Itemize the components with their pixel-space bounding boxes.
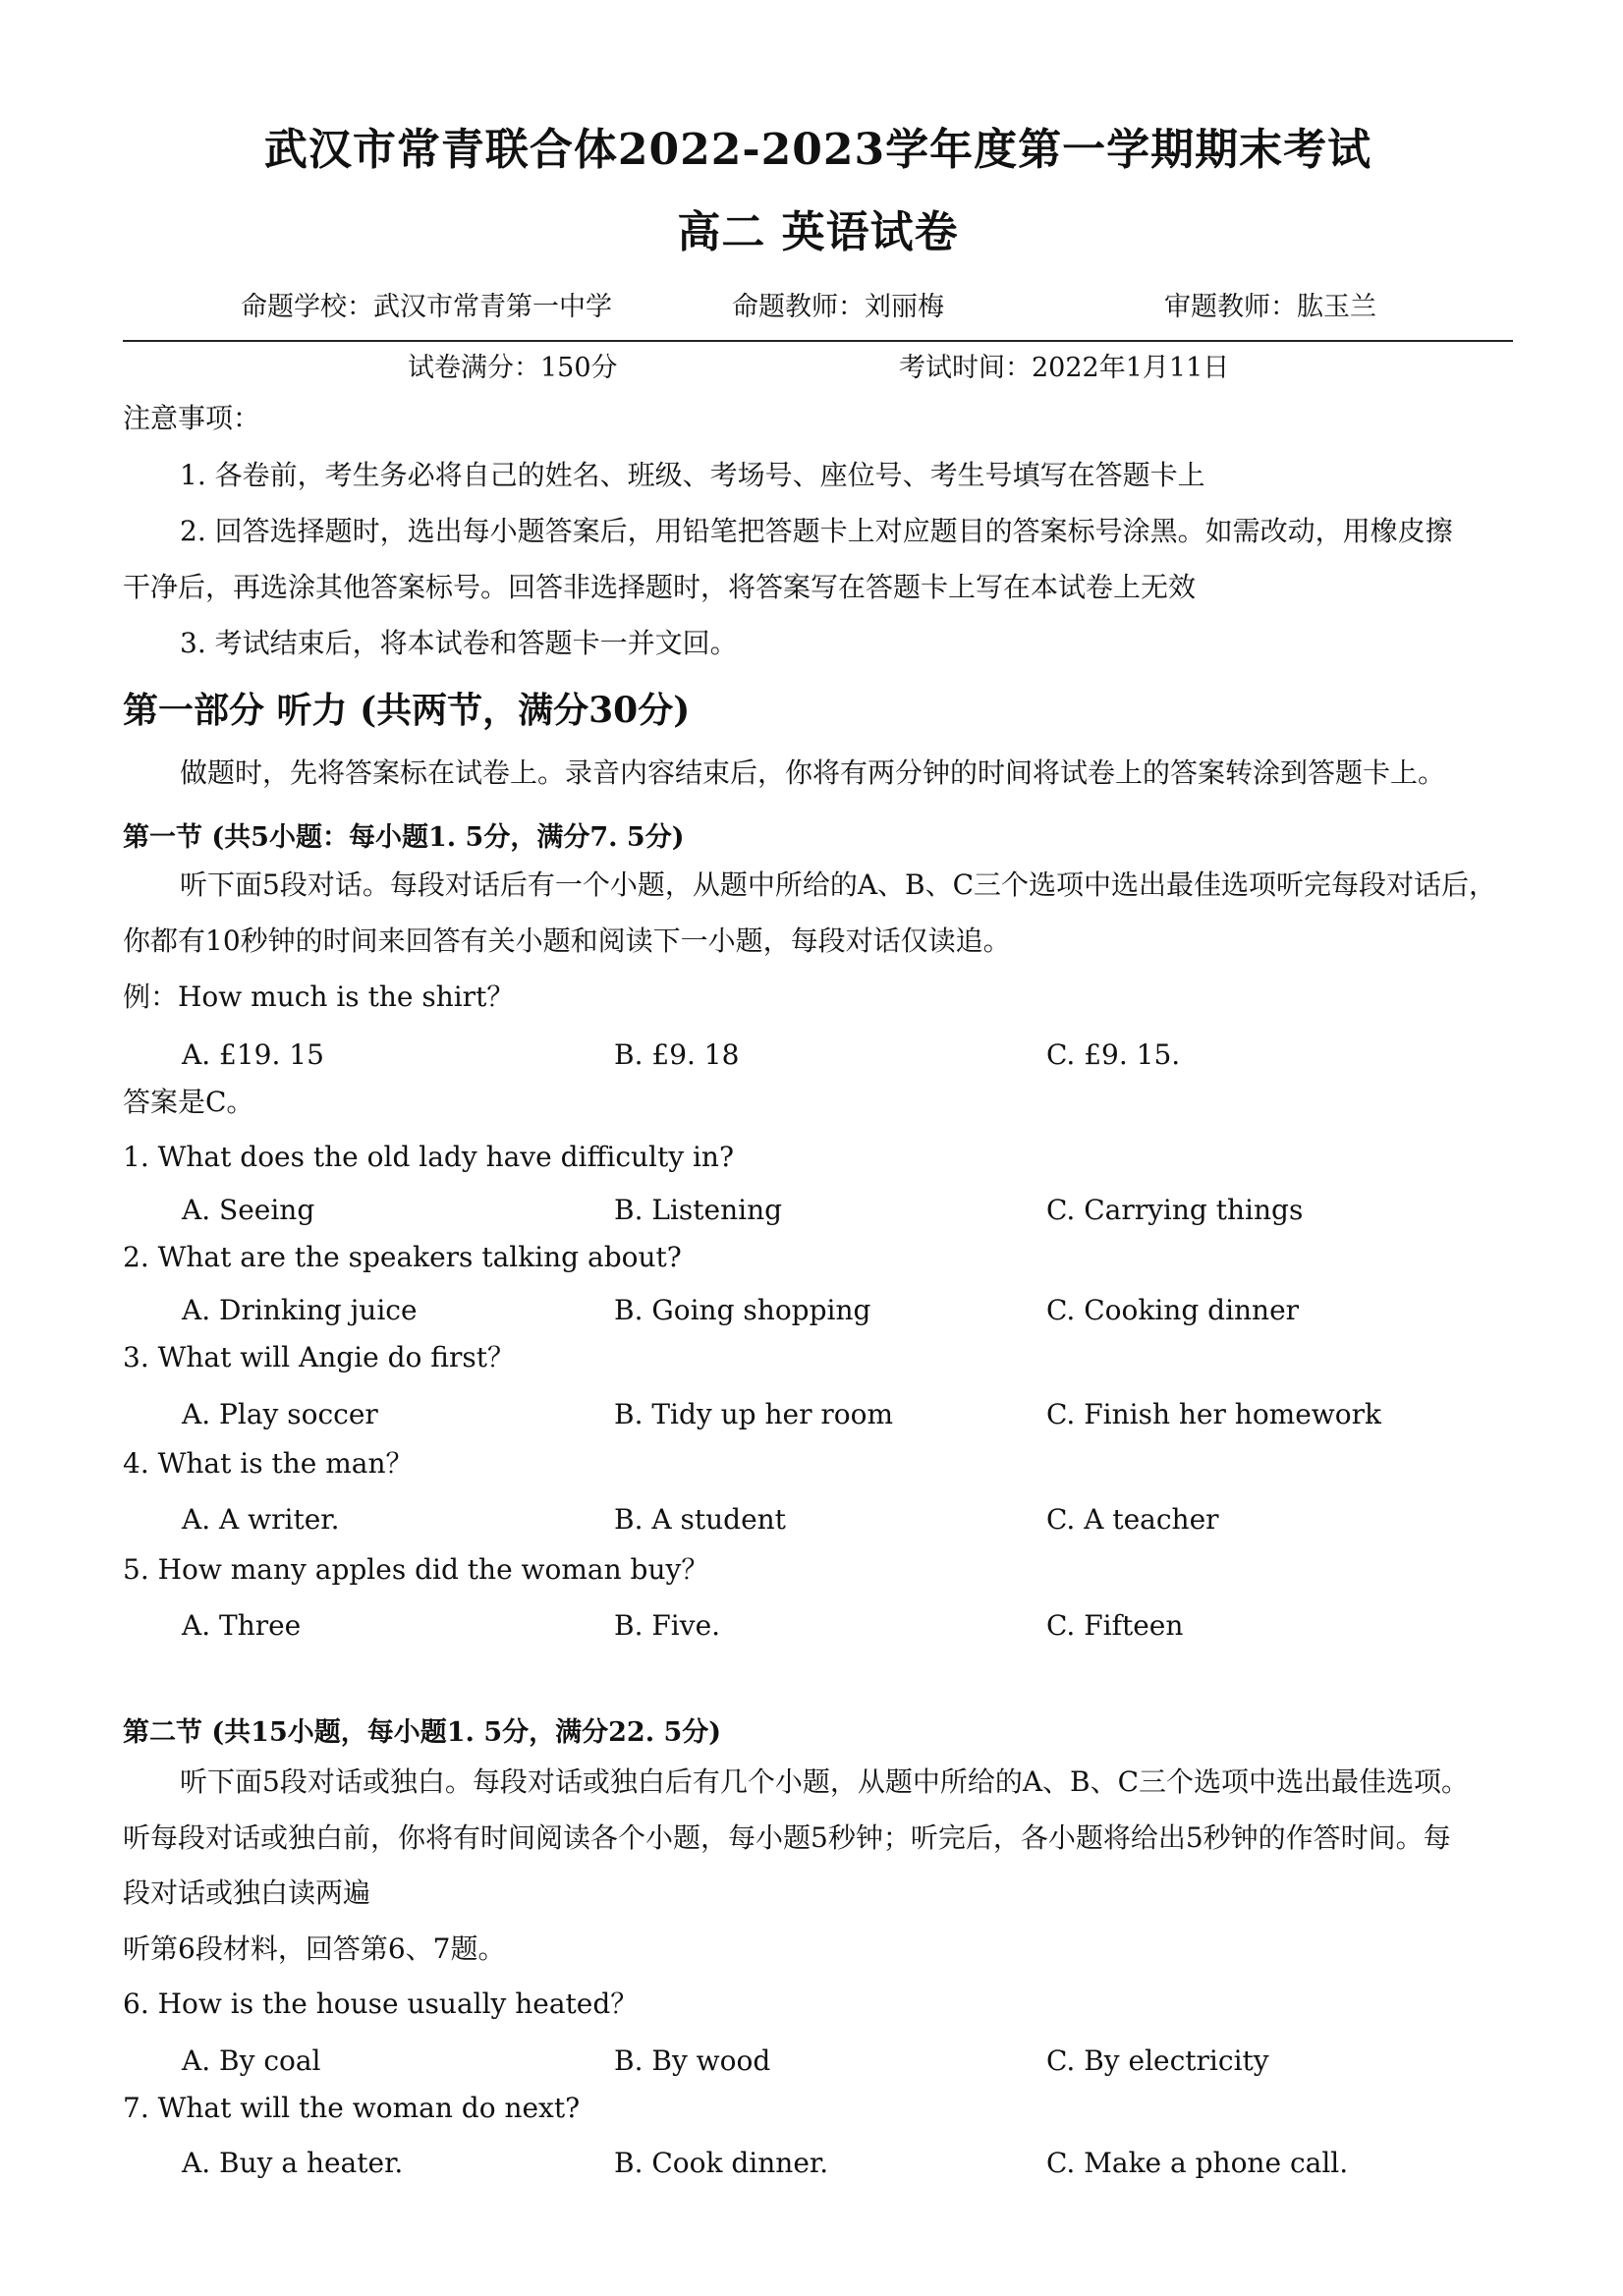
q3-option-c: C. Finish her homework [1046,1398,1381,1430]
q3-option-a: A. Play soccer [182,1398,378,1430]
notice-heading: 注意事项： [123,402,261,434]
q4-option-b: B. A student [614,1503,786,1536]
setter-school: 命题学校：武汉市常青第一中学 [241,292,612,322]
q2-option-c: C. Cooking dinner [1046,1294,1300,1326]
example-question: 例：How much is the shirt？ [123,980,515,1013]
question-6: 6. How is the house usually heated？ [123,1988,639,2020]
q6-option-b: B. By wood [614,2044,771,2077]
example-answer: 答案是C。 [123,1086,254,1118]
q1-option-c: C. Carrying things [1046,1194,1304,1226]
material-6-instruction: 听第6段材料，回答第6、7题。 [123,1932,506,1965]
q6-option-c: C. By electricity [1046,2044,1269,2077]
notice-item-2: 2. 回答选择题时，选出每小题答案后，用铅笔把答题卡上对应题目的答案标号涂黑。如需改动，用橡皮擦 [180,515,1453,547]
question-5: 5. How many apples did the woman buy？ [123,1553,709,1586]
q5-option-b: B. Five. [614,1609,721,1642]
section1-intro-1: 听下面5段对话。每段对话后有一个小题，从题中所给的A、B、C三个选项中选出最佳选项听完每段对话后， [180,868,1497,901]
exam-subtitle: 高二 英语试卷 [677,207,959,257]
exam-title: 武汉市常青联合体2022-2023学年度第一学期期末考试 [263,125,1372,175]
q2-option-a: A. Drinking juice [182,1294,418,1326]
part1-intro: 做题时，先将答案标在试卷上。录音内容结束后，你将有两分钟的时间将试卷上的答案转涂到答题卡上。 [180,756,1446,789]
question-2: 2. What are the speakers talking about? [123,1241,682,1273]
section2-intro-2: 听每段对话或独白前，你将有时间阅读各个小题，每小题5秒钟；听完后，各小题将给出5秒钟的作答时间。每 [123,1821,1451,1854]
reviewer-teacher: 审题教师：肱玉兰 [1164,292,1376,322]
exam-time: 考试时间：2022年1月11日 [899,353,1230,383]
q3-option-b: B. Tidy up her room [614,1398,894,1430]
section1-heading: 第一节 (共5小题：每小题1. 5分，满分7. 5分) [123,822,685,853]
example-option-b: B. £9. 18 [614,1038,740,1071]
q4-option-c: C. A teacher [1046,1503,1219,1536]
section2-heading: 第二节 (共15小题，每小题1. 5分，满分22. 5分) [123,1717,722,1748]
full-score: 试卷满分：150分 [408,353,618,383]
q1-option-a: A. Seeing [182,1194,315,1226]
setter-teacher: 命题教师：刘丽梅 [732,292,944,322]
notice-item-1: 1. 各卷前，考生务必将自己的姓名、班级、考场号、座位号、考生号填写在答题卡上 [180,459,1205,491]
part1-heading: 第一部分 听力 (共两节，满分30分) [123,690,691,731]
notice-item-2-cont: 干净后，再选涂其他答案标号。回答非选择题时，将答案写在答题卡上写在本试卷上无效 [123,571,1197,603]
question-4: 4. What is the man？ [123,1447,414,1480]
notice-item-3: 3. 考试结束后，将本试卷和答题卡一并文回。 [180,627,738,659]
section2-intro-3: 段对话或独白读两遍 [123,1876,371,1909]
q7-option-a: A. Buy a heater. [182,2147,404,2179]
q5-option-a: A. Three [182,1609,302,1642]
example-option-a: A. £19. 15 [182,1038,324,1071]
question-1: 1. What does the old lady have difficulty in? [123,1141,734,1173]
question-3: 3. What will Angie do first？ [123,1341,515,1373]
q7-option-b: B. Cook dinner. [614,2147,829,2179]
question-7: 7. What will the woman do next? [123,2092,581,2124]
example-option-c: C. £9. 15. [1046,1038,1181,1071]
q6-option-a: A. By coal [182,2044,321,2077]
q2-option-b: B. Going shopping [614,1294,871,1326]
section1-intro-2: 你都有10秒钟的时间来回答有关小题和阅读下一小题，每段对话仅读追。 [123,924,1011,957]
q7-option-c: C. Make a phone call. [1046,2147,1349,2179]
q1-option-b: B. Listening [614,1194,783,1226]
q5-option-c: C. Fifteen [1046,1609,1184,1642]
header-divider [123,340,1513,342]
q4-option-a: A. A writer. [182,1503,340,1536]
section2-intro-1: 听下面5段对话或独白。每段对话或独白后有几个小题，从题中所给的A、B、C三个选项中选出最佳选项。 [180,1765,1470,1798]
